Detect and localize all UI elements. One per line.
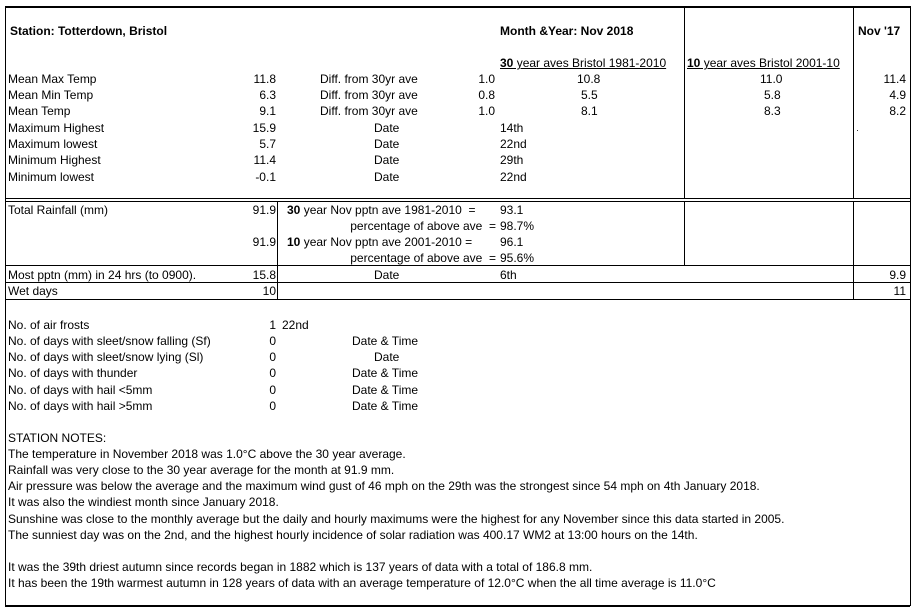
pptn-date: 6th <box>500 268 517 282</box>
outer-border-right <box>910 6 911 606</box>
temp-row-1-ave10: 5.8 <box>764 88 781 102</box>
event-row-1-label: No. of days with sleet/snow falling (Sf) <box>8 334 211 348</box>
temp-row-6-mid: Date <box>374 170 400 184</box>
rainfall-line-2-value: 96.1 <box>500 235 524 249</box>
rainfall-line-1 <box>287 203 475 217</box>
event-row-2-label: No. of days with sleet/snow lying (Sl) <box>8 350 204 364</box>
event-row-4-label: No. of days with hail <5mm <box>8 383 153 397</box>
event-row-5-mid: Date & Time <box>352 399 419 413</box>
wet-label: Wet days <box>8 284 58 298</box>
temp-row-2-value: 9.1 <box>259 104 276 118</box>
event-row-3-label: No. of days with thunder <box>8 366 138 380</box>
notes-title: STATION NOTES: <box>8 431 107 445</box>
stray-mark <box>857 130 858 131</box>
ave30-header-bold: 30 <box>500 56 514 70</box>
outer-border-left <box>5 6 6 606</box>
rainfall-line-1-rest: year Nov pptn ave 1981-2010 = <box>300 203 476 217</box>
event-row-1-value: 0 <box>269 334 276 348</box>
temp-row-6-label: Minimum lowest <box>8 170 95 184</box>
temp-row-1-prev: 4.9 <box>889 88 906 102</box>
event-row-4-mid: Date & Time <box>352 383 419 397</box>
notes-line: Sunshine was close to the monthly average but the daily and hourly maximums were the highest for any November since this data started in 2005. <box>8 512 785 526</box>
temp-row-2-diff: 1.0 <box>478 104 495 118</box>
wet-prev: 11 <box>893 284 906 298</box>
temp-row-1-mid: Diff. from 30yr ave <box>320 88 418 102</box>
outer-border-top <box>5 6 910 8</box>
temp-row-5-label: Minimum Highest <box>8 153 101 167</box>
temp-row-4-mid: Date <box>374 137 400 151</box>
rule-below-rain <box>5 265 910 266</box>
temp-row-4-date: 22nd <box>500 137 527 151</box>
month-year: Month &Year: Nov 2018 <box>500 24 634 38</box>
ave10-header <box>687 56 840 70</box>
temp-row-0-ave10: 11.0 <box>760 72 783 86</box>
temp-row-4-value: 5.7 <box>259 137 276 151</box>
temp-row-5-date: 29th <box>500 153 524 167</box>
station-title: Station: Totterdown, Bristol <box>10 24 168 38</box>
divider-ave10-left <box>684 6 685 198</box>
notes-line: It was also the windiest month since January 2018. <box>8 495 279 509</box>
notes-line: It has been the 19th warmest autumn in 128 years of data with an average temperature of 12.0°C when the all time average is 11.0°C <box>8 576 716 590</box>
temp-row-0-prev: 11.4 <box>883 72 906 86</box>
temp-row-0-diff: 1.0 <box>478 72 495 86</box>
notes-line: The sunniest day was on the 2nd, and the highest hourly incidence of solar radiation was 400.17 WM2 at 13:00 hours on the 14th. <box>8 528 698 542</box>
rainfall-line-1-value: 93.1 <box>500 203 524 217</box>
event-row-3-mid: Date & Time <box>352 366 419 380</box>
rainfall-pct-1-label: percentage of above ave = <box>350 219 496 233</box>
pptn-value: 15.8 <box>252 268 276 282</box>
temp-row-1-diff: 0.8 <box>478 88 495 102</box>
ave30-header-rest: year aves Bristol 1981-2010 <box>513 56 667 70</box>
notes-line: It was the 39th driest autumn since records began in 1882 which is 137 years of data with a total of 186.8 mm. <box>8 560 593 574</box>
event-row-0-extra: 22nd <box>282 318 309 332</box>
temp-row-3-label: Maximum Highest <box>8 121 105 135</box>
divider-ave10-left-rain <box>684 201 685 265</box>
temp-row-2-ave30: 8.1 <box>581 104 598 118</box>
temp-row-0-ave30: 10.8 <box>577 72 601 86</box>
event-row-5-value: 0 <box>269 399 276 413</box>
temp-row-5-value: 11.4 <box>253 153 276 167</box>
temp-row-5-mid: Date <box>374 153 400 167</box>
notes-line: The temperature in November 2018 was 1.0°C above the 30 year average. <box>8 447 406 461</box>
rainfall-line-1-bold: 30 <box>287 203 301 217</box>
prev-year-header: Nov '17 <box>858 24 901 38</box>
temp-row-0-label: Mean Max Temp <box>8 72 97 86</box>
temp-row-1-value: 6.3 <box>259 88 276 102</box>
event-row-5-label: No. of days with hail >5mm <box>8 399 153 413</box>
temp-row-3-mid: Date <box>374 121 400 135</box>
temp-row-2-label: Mean Temp <box>8 104 71 118</box>
outer-border-bottom <box>5 605 910 607</box>
event-row-0-value: 1 <box>269 318 276 332</box>
pptn-label: Most pptn (mm) in 24 hrs (to 0900). <box>8 268 197 282</box>
event-row-4-value: 0 <box>269 383 276 397</box>
divider-prev-left-rain <box>853 201 854 265</box>
rainfall-line-2 <box>287 235 472 249</box>
event-row-0-label: No. of air frosts <box>8 318 90 332</box>
temp-row-2-ave10: 8.3 <box>764 104 781 118</box>
notes-line: Rainfall was very close to the 30 year average for the month at 91.9 mm. <box>8 463 395 477</box>
rainfall-pct-2-label: percentage of above ave = <box>350 251 496 265</box>
rule-below-wet <box>5 299 910 300</box>
rainfall-line-2-rest: year Nov pptn ave 2001-2010 = <box>300 235 473 249</box>
ave30-header <box>500 56 666 70</box>
temp-row-3-value: 15.9 <box>252 121 276 135</box>
rule-below-temps-a <box>5 198 910 199</box>
divider-prev-left <box>853 6 854 198</box>
temp-row-0-mid: Diff. from 30yr ave <box>320 72 418 86</box>
event-row-2-mid: Date <box>374 350 400 364</box>
temp-row-4-label: Maximum lowest <box>8 137 98 151</box>
temp-row-3-date: 14th <box>500 121 524 135</box>
event-row-2-value: 0 <box>269 350 276 364</box>
event-row-3-value: 0 <box>269 366 276 380</box>
temp-row-1-label: Mean Min Temp <box>8 88 94 102</box>
temp-row-6-value: -0.1 <box>255 170 276 184</box>
ave10-header-bold: 10 <box>687 56 701 70</box>
temp-row-1-ave30: 5.5 <box>581 88 598 102</box>
rainfall-value-1: 91.9 <box>252 203 276 217</box>
rainfall-value-2: 91.9 <box>252 235 276 249</box>
temp-row-6-date: 22nd <box>500 170 527 184</box>
ave10-header-rest: year aves Bristol 2001-10 <box>700 56 840 70</box>
notes-line: Air pressure was below the average and the maximum wind gust of 46 mph on the 29th was the strongest since 54 mph on 4th January 2018. <box>8 479 760 493</box>
rainfall-label: Total Rainfall (mm) <box>8 203 109 217</box>
rainfall-line-2-bold: 10 <box>287 235 301 249</box>
rule-below-temps-b <box>5 201 910 202</box>
temp-row-2-mid: Diff. from 30yr ave <box>320 104 418 118</box>
divider-value-right-rain <box>277 201 278 265</box>
wet-value: 10 <box>262 284 276 298</box>
pptn-prev: 9.9 <box>889 268 906 282</box>
temp-row-0-value: 11.8 <box>253 72 276 86</box>
rainfall-pct-1-value: 98.7% <box>500 219 535 233</box>
rainfall-pct-2-value: 95.6% <box>500 251 535 265</box>
pptn-row-rule <box>5 282 910 283</box>
temp-row-2-prev: 8.2 <box>889 104 906 118</box>
event-row-1-mid: Date & Time <box>352 334 419 348</box>
pptn-mid: Date <box>374 268 400 282</box>
